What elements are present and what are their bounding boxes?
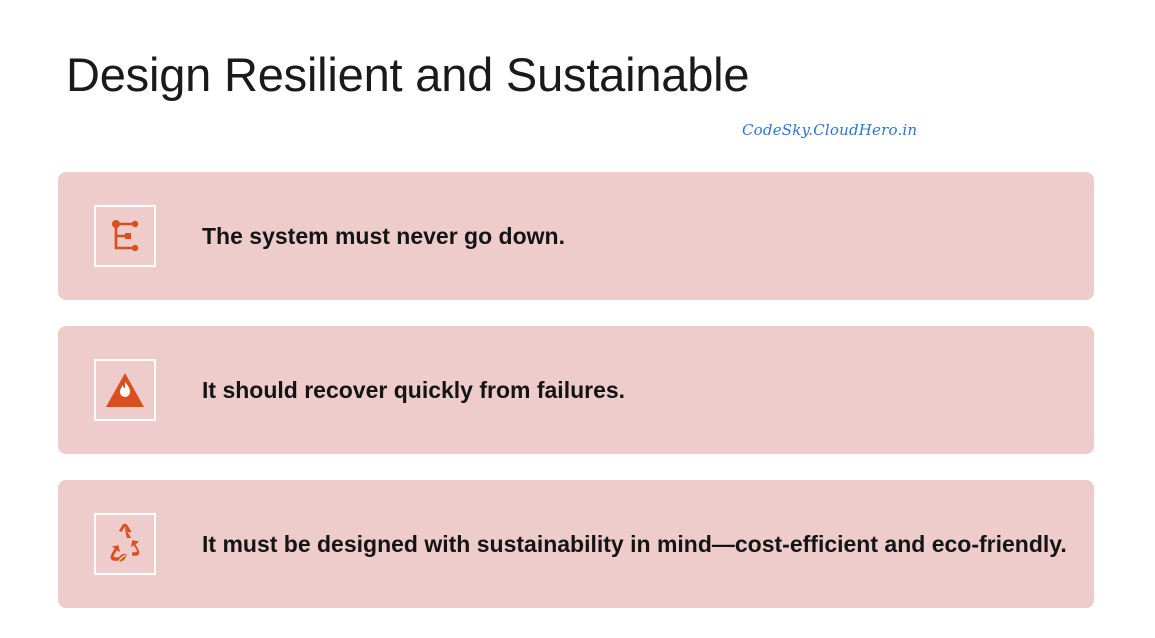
- list-item-label: It should recover quickly from failures.: [202, 376, 626, 403]
- watermark-text: CodeSky.CloudHero.in: [742, 121, 918, 139]
- list-item-label: The system must never go down.: [202, 222, 565, 249]
- network-node-icon: [94, 205, 156, 267]
- list-item-label: It must be designed with sustainability in mind—cost-efficient and eco-friendly.: [202, 530, 1067, 557]
- list-item: [58, 172, 1094, 300]
- recycle-leaf-icon: [94, 513, 156, 575]
- fire-hazard-triangle-icon: [94, 359, 156, 421]
- list-item: [58, 480, 1094, 608]
- page-title: Design Resilient and Sustainable: [66, 48, 750, 101]
- list-item: [58, 326, 1094, 454]
- card-list: [58, 172, 1094, 608]
